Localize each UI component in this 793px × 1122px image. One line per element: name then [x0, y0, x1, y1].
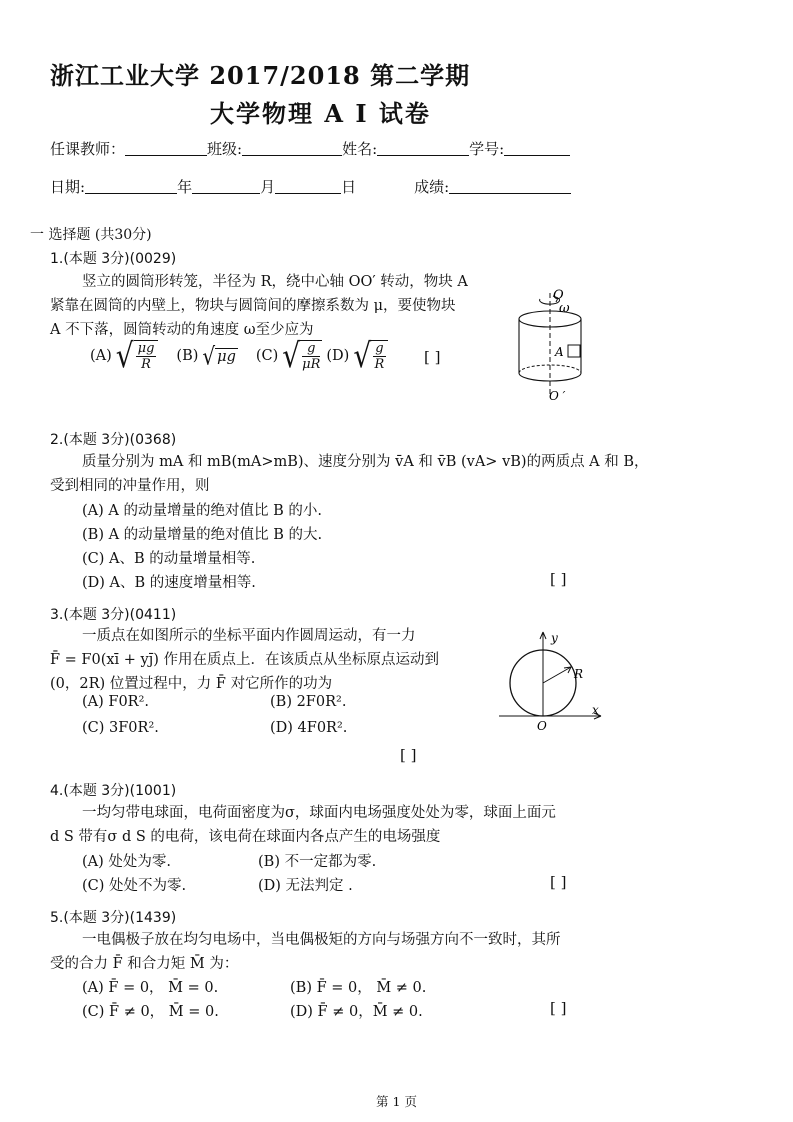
q5-header: 5.(本题 3分)(1439) [50, 910, 177, 926]
q2-answer-bracket[interactable]: [ ] [550, 570, 567, 588]
q2-line1: 质量分别为 mA 和 mB(mA>mB)、速度分别为 v̄A 和 v̄B (vA> vB)的两质点 A 和 B， [82, 454, 649, 470]
q2-line2: 受到相同的冲量作用，则 [50, 478, 210, 494]
q1-option-b-formula: √ μg [202, 341, 236, 371]
q3-fig-o: O [537, 719, 547, 733]
teacher-blank[interactable] [125, 141, 207, 156]
q3-answer-bracket[interactable]: [ ] [400, 746, 417, 764]
q4-answer-bracket[interactable]: [ ] [550, 873, 567, 891]
q3-fig-r: R [574, 667, 584, 681]
q1-fig-o-top: O [553, 288, 564, 303]
name-blank[interactable] [377, 141, 469, 156]
q1-answer-bracket[interactable]: [ ] [424, 348, 441, 366]
class-label: 班级: [207, 140, 243, 158]
q5-answer-bracket[interactable]: [ ] [550, 999, 567, 1017]
class-blank[interactable] [242, 141, 342, 156]
q3-fig-x: x [592, 703, 599, 717]
q5-option-c: (C) F̄ ≠ 0， M̄ = 0. [82, 1004, 219, 1020]
q3-option-d: (D) 4F0R². [270, 720, 348, 736]
q4-option-c: (C) 处处不为零. [82, 878, 187, 894]
score-label: 成绩: [414, 178, 450, 196]
q1-option-d-formula: √ $\frac{g}{R}$ [353, 340, 387, 372]
q1-option-a-formula: √ $\frac{\mu g}{R}$ [116, 340, 159, 372]
q1-line3: A 不下落，圆筒转动的角速度 ω至少应为 [50, 322, 314, 338]
q4-option-d: (D) 无法判定 . [258, 878, 353, 894]
q5-option-d: (D) F̄ ≠ 0，M̄ ≠ 0. [290, 1004, 423, 1020]
q2-option-a: (A) A 的动量增量的绝对值比 B 的小. [82, 503, 322, 519]
q3-line1: 一质点在如图所示的坐标平面内作圆周运动，有一力 [82, 628, 416, 644]
month-blank[interactable] [192, 179, 260, 194]
q1-c-num: g [307, 341, 316, 356]
q1-header: 1.(本题 3分)(0029) [50, 251, 177, 267]
id-blank[interactable] [504, 141, 570, 156]
q5-line1: 一电偶极子放在均匀电场中，当电偶极矩的方向与场强方向不一致时，其所 [82, 932, 561, 948]
q2-option-b: (B) A 的动量增量的绝对值比 B 的大. [82, 527, 323, 543]
q3-line2: F̄ = F0(xī + yj̄) 作用在质点上．在该质点从坐标原点运动到 [50, 652, 440, 668]
q3-line3: (0，2R) 位置过程中，力 F̄ 对它所作的功为 [50, 676, 333, 692]
name-label: 姓名: [342, 140, 378, 158]
id-label: 学号: [469, 140, 505, 158]
q1-option-c-formula: √ $\frac{g}{\mu R}$ [282, 335, 321, 376]
day-label: 日 [341, 178, 357, 196]
q1-line1: 竖立的圆筒形转笼，半径为 R，绕中心轴 OO′ 转动，物块 A [82, 274, 468, 290]
q1-a-den: R [141, 357, 151, 372]
q4-option-b: (B) 不一定都为零. [258, 854, 377, 870]
q1-option-a-label: (A) [90, 348, 112, 364]
q3-header: 3.(本题 3分)(0411) [50, 607, 177, 623]
score-blank[interactable] [449, 179, 571, 194]
q1-fig-a: A [555, 345, 564, 359]
page-number: 第 1 页 [376, 1094, 417, 1109]
q3-option-c: (C) 3F0R². [82, 720, 159, 736]
q1-c-den: μR [302, 357, 321, 372]
q1-d-num: g [375, 341, 384, 356]
day-blank[interactable] [275, 179, 341, 194]
q1-options [90, 335, 388, 376]
year-label: 年 [177, 178, 193, 196]
info-row-2 [50, 176, 571, 197]
q4-option-a: (A) 处处为零. [82, 854, 172, 870]
q4-line2: d S 带有σ d S 的电荷，该电荷在球面内各点产生的电场强度 [50, 829, 441, 845]
q1-fig-o-bottom: O ′ [549, 389, 566, 403]
exam-title: 浙江工业大学 2017/2018 第二学期 [50, 61, 471, 90]
q3-option-a: (A) F0R². [82, 694, 150, 710]
q2-option-c: (C) A、B 的动量增量相等. [82, 551, 256, 567]
year-blank[interactable] [85, 179, 177, 194]
q5-option-a: (A) F̄ = 0， M̄ = 0. [82, 980, 219, 996]
section-title: 一 选择题 (共30分) [30, 227, 152, 243]
teacher-label: 任课教师： [50, 140, 126, 158]
q1-option-b-label: (B) [176, 348, 199, 364]
q1-fig-omega: ω [559, 301, 570, 316]
q1-cylinder-figure [505, 283, 595, 408]
q1-b-rad: μg [217, 348, 236, 365]
q4-line1: 一均匀带电球面，电荷面密度为σ，球面内电场强度处处为零，球面上面元 [82, 805, 556, 821]
q2-header: 2.(本题 3分)(0368) [50, 432, 177, 448]
q1-line2: 紧靠在圆筒的内壁上，物块与圆筒间的摩擦系数为 μ，要使物块 [50, 298, 456, 314]
q3-circle-figure [497, 626, 607, 734]
q1-a-num: μg [137, 341, 155, 356]
q5-line2: 受的合力 F̄ 和合力矩 M̄ 为： [50, 956, 239, 972]
date-label: 日期: [50, 178, 86, 196]
q1-option-c-label: (C) [255, 348, 279, 364]
q4-header: 4.(本题 3分)(1001) [50, 783, 177, 799]
q3-fig-y: y [551, 631, 558, 645]
q1-d-den: R [374, 357, 385, 372]
q1-option-d-label: (D) [326, 348, 350, 364]
q3-option-b: (B) 2F0R². [270, 694, 347, 710]
q5-option-b: (B) F̄ = 0， M̄ ≠ 0. [290, 980, 427, 996]
month-label: 月 [260, 178, 276, 196]
q2-option-d: (D) A、B 的速度增量相等. [82, 575, 256, 591]
exam-subtitle: 大学物理 A Ⅰ 试卷 [210, 99, 431, 128]
info-row-1 [50, 138, 570, 159]
